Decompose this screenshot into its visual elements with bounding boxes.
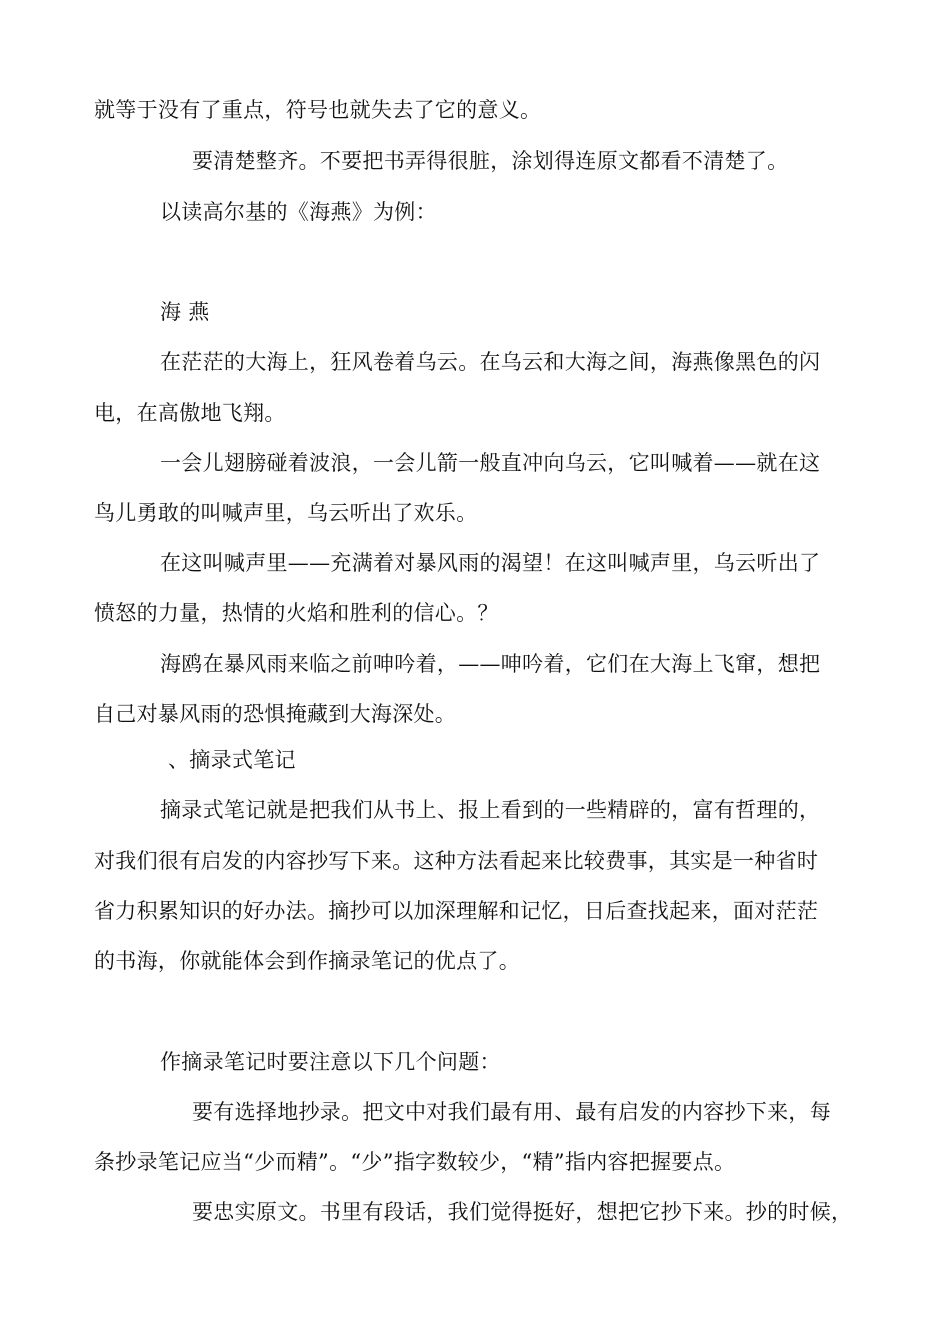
paragraph-line: 要忠实原文。书里有段话，我们觉得挺好，想把它抄下来。抄的时候， (192, 1200, 853, 1224)
paragraph-line: 在这叫喊声里——充满着对暴风雨的渴望！在这叫喊声里，乌云听出了 (160, 551, 821, 575)
paragraph-line: 省力积累知识的好办法。摘抄可以加深理解和记忆，日后查找起来，面对茫茫 (94, 899, 819, 923)
paragraph-line: 要有选择地抄录。把文中对我们最有用、最有启发的内容抄下来，每 (192, 1100, 831, 1124)
paragraph-line: 海鸥在暴风雨来临之前呻吟着，——呻吟着，它们在大海上飞窜，想把 (160, 652, 821, 676)
paragraph-line: 愤怒的力量，热情的火焰和胜利的信心。？ (94, 601, 499, 625)
paragraph-line: 在茫茫的大海上，狂风卷着乌云。在乌云和大海之间，海燕像黑色的闪 (160, 350, 821, 374)
paragraph-line: 作摘录笔记时要注意以下几个问题： (160, 1050, 501, 1074)
paragraph-line: 鸟儿勇敢的叫喊声里，乌云听出了欢乐。 (94, 501, 478, 525)
paragraph-line: 的书海，你就能体会到作摘录笔记的优点了。 (94, 949, 520, 973)
paragraph-line: 对我们很有启发的内容抄写下来。这种方法看起来比较费事，其实是一种省时 (94, 849, 819, 873)
paragraph-line: 就等于没有了重点，符号也就失去了它的意义。 (94, 98, 542, 122)
paragraph-line: 自己对暴风雨的恐惧掩藏到大海深处。 (94, 702, 457, 726)
section-heading: 、摘录式笔记 (168, 748, 296, 772)
paragraph-line: 摘录式笔记就是把我们从书上、报上看到的一些精辟的，富有哲理的， (160, 798, 821, 822)
paragraph-line: 要清楚整齐。不要把书弄得很脏，涂划得连原文都看不清楚了。 (192, 149, 789, 173)
paragraph-line: 条抄录笔记应当“少而精”。“少”指字数较少，“精”指内容把握要点。 (94, 1150, 736, 1174)
paragraph-line: 电，在高傲地飞翔。 (94, 401, 286, 425)
poem-title: 海 燕 (160, 300, 210, 324)
paragraph-line: 以读高尔基的《海燕》为例： (160, 200, 437, 224)
paragraph-line: 一会儿翅膀碰着波浪，一会儿箭一般直冲向乌云，它叫喊着——就在这 (160, 451, 821, 475)
